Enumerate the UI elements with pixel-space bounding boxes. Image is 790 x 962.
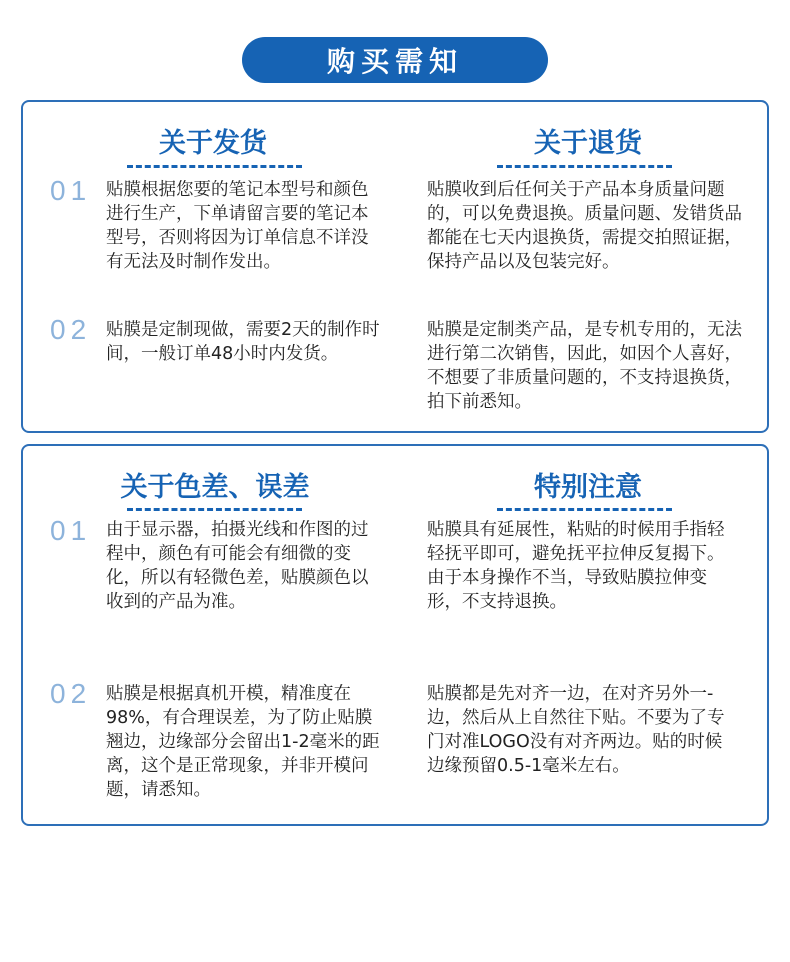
color-diff-heading: 关于色差、误差	[120, 472, 310, 503]
shipping-item-2-number: 02	[50, 314, 92, 345]
color-diff-item-1-number: 01	[50, 515, 92, 546]
returns-item-2-text: 贴膜是定制类产品，是专机专用的，无法进行第二次销售，因此，如因个人喜好，不想要了非质量问题的，不支持退换货，拍下前悉知。	[427, 320, 742, 412]
color-diff-item-1-text: 由于显示器，拍摄光线和作图的过程中，颜色有可能会有细微的变化，所以有轻微色差，贴膜颜色以收到的产品为准。	[106, 520, 369, 612]
page-title: 购买需知	[326, 45, 463, 78]
special-notice-heading-divider	[497, 508, 672, 511]
page-title-banner	[242, 37, 548, 83]
returns-heading-divider	[497, 165, 672, 168]
returns-item-1-text: 贴膜收到后任何关于产品本身质量问题的，可以免费退换。质量问题、发错货品都能在七天内退换货，需提交拍照证据，保持产品以及包装完好。	[427, 180, 742, 272]
shipping-item-1-text: 贴膜根据您要的笔记本型号和颜色进行生产，下单请留言要的笔记本型号，否则将因为订单信息不详没有无法及时制作发出。	[106, 180, 369, 272]
color-diff-heading-divider	[127, 508, 302, 511]
shipping-heading: 关于发货	[159, 128, 267, 159]
special-notice-item-2-text: 贴膜都是先对齐一边，在对齐另外一-边，然后从上自然往下贴。不要为了专门对准LOGO没有对齐两边。贴的时候边缘预留0.5-1毫米左右。	[427, 684, 725, 776]
color-diff-item-2-text: 贴膜是根据真机开模，精准度在98%，有合理误差，为了防止贴膜翘边，边缘部分会留出1-2毫米的距离，这个是正常现象，并非开模问题，请悉知。	[106, 684, 380, 800]
shipping-item-2-text: 贴膜是定制现做，需要2天的制作时间，一般订单48小时内发货。	[106, 320, 380, 364]
shipping-item-1-number: 01	[50, 175, 92, 206]
returns-heading: 关于退货	[534, 128, 642, 159]
color-diff-item-2-number: 02	[50, 678, 92, 709]
special-notice-item-1-text: 贴膜具有延展性，粘贴的时候用手指轻轻抚平即可，避免抚平拉伸反复揭下。由于本身操作不当，导致贴膜拉伸变形，不支持退换。	[427, 520, 725, 612]
special-notice-heading: 特别注意	[534, 472, 642, 503]
shipping-heading-divider	[127, 165, 302, 168]
